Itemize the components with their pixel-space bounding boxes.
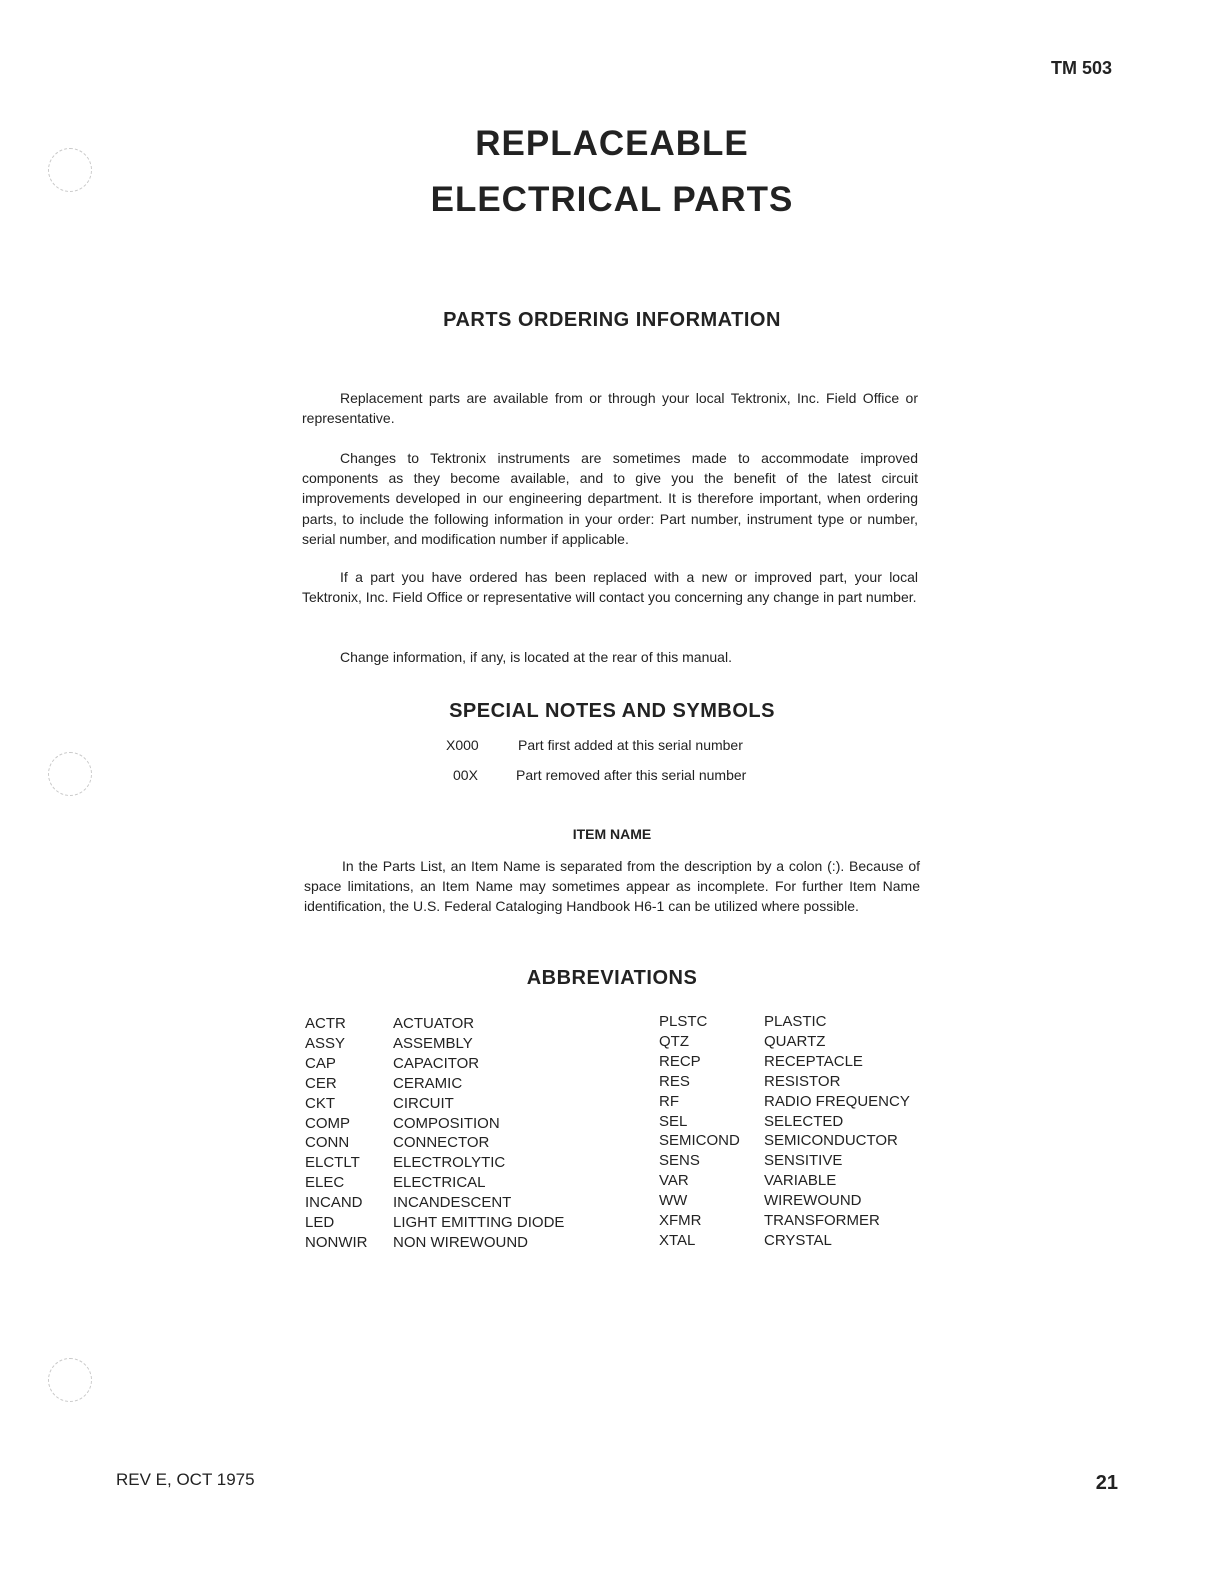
note-meaning: Part removed after this serial number <box>516 767 747 783</box>
special-notes-heading: SPECIAL NOTES AND SYMBOLS <box>449 700 775 722</box>
abbr-left-meanings <box>393 1014 564 1253</box>
abbreviations-heading: ABBREVIATIONS <box>526 967 698 989</box>
abbr-meaning: CONNECTOR <box>393 1134 490 1152</box>
abbr-meaning: INCANDESCENT <box>393 1194 512 1212</box>
abbr-code: INCAND <box>305 1194 363 1212</box>
abbr-meaning: TRANSFORMER <box>764 1212 880 1230</box>
abbr-right-meanings <box>764 1012 910 1251</box>
abbr-meaning: CERAMIC <box>393 1074 463 1092</box>
abbr-meaning: ACTUATOR <box>393 1015 475 1032</box>
abbr-meaning: ASSEMBLY <box>393 1034 473 1052</box>
abbr-meaning: SENSITIVE <box>764 1152 843 1170</box>
abbr-code: QTZ <box>659 1032 689 1050</box>
abbr-code: LED <box>305 1214 335 1232</box>
ordering-paragraph-3: If a part you have ordered has been replaced with a new or improved part, your local Tektronix, Inc. Field Office or representative will contact you concerning any change in part number. <box>302 569 918 606</box>
abbr-meaning: PLASTIC <box>764 1013 827 1030</box>
abbr-meaning: RECEPTACLE <box>764 1052 863 1070</box>
abbr-meaning: COMPOSITION <box>393 1114 500 1132</box>
manual-id: TM 503 <box>1050 58 1112 78</box>
punch-hole-bottom <box>48 1358 92 1402</box>
abbr-meaning: QUARTZ <box>764 1032 826 1050</box>
abbr-meaning: NON WIREWOUND <box>393 1233 528 1251</box>
abbr-code: WW <box>659 1192 688 1210</box>
item-name-heading: ITEM NAME <box>572 826 652 842</box>
ordering-paragraph-1: Replacement parts are available from or through your local Tektronix, Inc. Field Office or representative. <box>302 390 918 427</box>
abbr-meaning: ELECTRICAL <box>393 1174 486 1192</box>
abbr-code: ELCTLT <box>305 1154 360 1172</box>
abbr-meaning: SEMICONDUCTOR <box>764 1132 898 1150</box>
abbr-code: RF <box>659 1092 679 1110</box>
abbr-code: CKT <box>305 1094 335 1112</box>
abbr-code: ACTR <box>305 1015 346 1032</box>
page-title-line1: REPLACEABLE <box>475 124 749 163</box>
abbr-code: SEMICOND <box>659 1132 740 1150</box>
abbr-code: COMP <box>305 1114 350 1132</box>
abbr-meaning: CAPACITOR <box>393 1054 480 1072</box>
abbr-meaning: VARIABLE <box>764 1172 837 1190</box>
abbr-meaning: WIREWOUND <box>764 1192 862 1210</box>
abbr-code: CAP <box>305 1054 336 1072</box>
abbr-code: RECP <box>659 1052 701 1070</box>
abbr-meaning: RESISTOR <box>764 1072 841 1090</box>
abbr-code: RES <box>659 1072 690 1090</box>
ordering-paragraph-4: Change information, if any, is located at the rear of this manual. <box>340 649 732 665</box>
abbr-code: ASSY <box>305 1034 346 1052</box>
abbr-code: VAR <box>659 1172 689 1190</box>
page-title-line2: ELECTRICAL PARTS <box>430 180 794 219</box>
abbr-code: NONWIR <box>305 1233 368 1251</box>
abbr-code: ELEC <box>305 1174 345 1192</box>
note-symbol: 00X <box>453 767 478 783</box>
abbr-code: SENS <box>659 1152 700 1170</box>
abbr-meaning: SELECTED <box>764 1112 844 1130</box>
abbr-meaning: LIGHT EMITTING DIODE <box>393 1214 565 1232</box>
note-meaning: Part first added at this serial number <box>518 737 743 753</box>
abbr-code: XFMR <box>659 1212 702 1230</box>
punch-hole-middle <box>48 752 92 796</box>
page-number: 21 <box>1095 1472 1118 1494</box>
abbr-code: PLSTC <box>659 1013 708 1030</box>
note-symbol: X000 <box>446 737 479 753</box>
abbr-left-codes <box>305 1014 368 1253</box>
abbr-right-codes <box>659 1012 740 1251</box>
abbr-meaning: CRYSTAL <box>764 1231 832 1249</box>
abbr-meaning: RADIO FREQUENCY <box>764 1092 910 1110</box>
abbr-code: CER <box>305 1074 337 1092</box>
revision-footer: REV E, OCT 1975 <box>116 1470 255 1489</box>
abbr-code: SEL <box>659 1112 688 1130</box>
abbr-meaning: ELECTROLYTIC <box>393 1154 506 1172</box>
abbr-code: CONN <box>305 1134 350 1152</box>
item-name-paragraph: In the Parts List, an Item Name is separated from the description by a colon (:). Because of space limitations, an Item Name may sometimes appear as incomplete. For further Item Name identification, the U.S. Federal Cataloging Handbook H6-1 can be utilized where possible. <box>304 858 920 915</box>
parts-ordering-heading: PARTS ORDERING INFORMATION <box>443 309 781 331</box>
abbr-code: XTAL <box>659 1231 696 1249</box>
ordering-paragraph-2: Changes to Tektronix instruments are sometimes made to accommodate improved components as they become available, and to give you the benefit of the latest circuit improvements developed in our engineering department. It is therefore important, when ordering parts, to include the following information in your order: Part number, instrument type or number, serial number, and modification number if applicable. <box>302 450 918 547</box>
abbr-meaning: CIRCUIT <box>393 1094 454 1112</box>
